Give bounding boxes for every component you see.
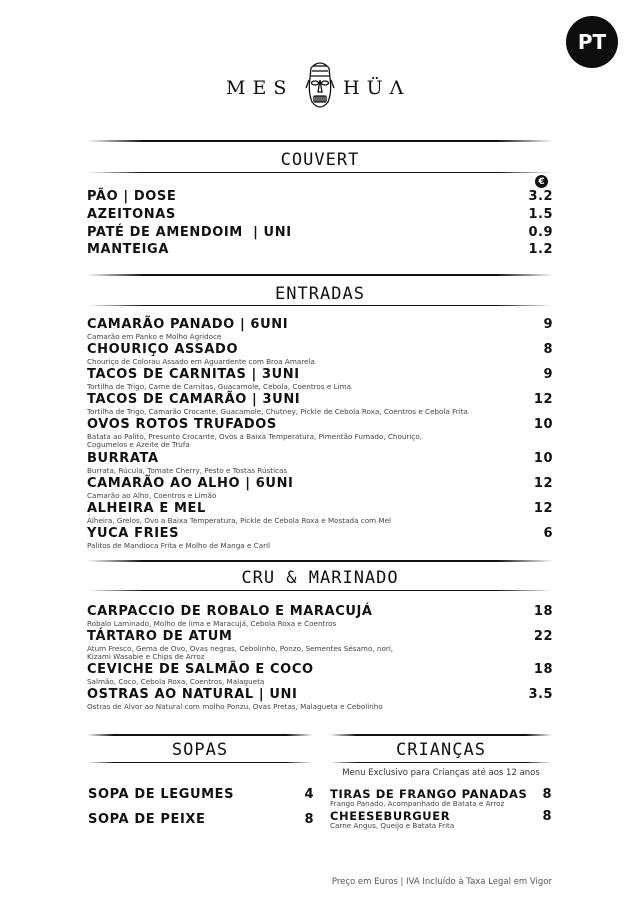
item-price: 8 [543, 342, 553, 357]
menu-item [330, 810, 552, 830]
item-name: OSTRAS AO NATURAL | UNI [87, 687, 298, 702]
item-name: TIRAS DE FRANGO PANADAS [330, 787, 528, 801]
item-name: ALHEIRA E MEL [87, 501, 206, 516]
divider [87, 560, 553, 562]
item-name: BURRATA [87, 451, 159, 466]
item-description: Kizami Wasabie e Chips de Arroz [87, 652, 205, 661]
item-name: CEVICHE DE SALMÃO E COCO [87, 662, 314, 677]
menu-item [87, 226, 553, 240]
item-price: 9 [543, 317, 553, 332]
item-name: CHOURIÇO ASSADO [87, 342, 239, 357]
item-price: 1.5 [528, 207, 553, 222]
item-description: Batata ao Palito, Presunto Crocante, Ovos a Baixa Temperatura, Pimentão Fumado, Chouriço, [87, 432, 423, 441]
menu-item [87, 477, 553, 500]
item-price: 22 [533, 629, 553, 644]
menu-item [87, 630, 553, 661]
section-title-criancas: CRIANÇAS [396, 740, 486, 760]
tribal-mask-icon [303, 58, 337, 114]
item-description: Frango Panado, Acompanhado de Batata e Arroz [330, 799, 505, 808]
item-name: OVOS ROTOS TRUFADOS [87, 417, 277, 432]
menu-item [87, 418, 553, 449]
item-name: TACOS DE CARNITAS | 3UNI [87, 367, 300, 382]
item-description: Cogumelos e Azeite de Trufa [87, 440, 190, 449]
item-price: 12 [533, 501, 553, 516]
kids-menu-note: Menu Exclusivo para Crianças até aos 12 anos [342, 768, 540, 778]
item-price: 0.9 [528, 225, 553, 240]
item-description: Ostras de Alvor ao Natural com molho Ponzu, Ovas Pretas, Malagueta e Cebolinho [87, 702, 383, 711]
item-description: Tortilha de Trigo, Carne de Carnitas, Guacamole, Cebola, Coentros e Lima [87, 382, 351, 391]
item-name: TACOS DE CAMARÃO | 3UNI [87, 392, 301, 407]
item-name: PÃO | DOSE [87, 189, 177, 204]
brand-name-left: MES [226, 77, 294, 99]
menu-item [87, 208, 553, 222]
item-price: 3.2 [528, 189, 553, 204]
item-name: CAMARÃO PANADO | 6UNI [87, 317, 289, 332]
item-price: 18 [533, 604, 553, 619]
brand-name-right: HÜΛ [343, 77, 411, 99]
item-price: 18 [533, 662, 553, 677]
menu-item [88, 813, 314, 827]
item-price: 10 [533, 451, 553, 466]
item-description: Camarão em Panko e Molho Agridoce [87, 332, 222, 341]
section-title-couvert: COUVERT [280, 150, 360, 170]
menu-item [87, 343, 553, 366]
divider [87, 762, 313, 763]
item-name: CAMARÃO AO ALHO | 6UNI [87, 476, 294, 491]
section-title-entradas: ENTRADAS [275, 284, 365, 304]
item-description: Burrata, Rúcula, Tomate Cherry, Pesto e Tostas Rústicas [87, 466, 288, 475]
menu-item [330, 788, 552, 808]
item-name: PATÉ DE AMENDOIM | UNI [87, 225, 292, 240]
menu-item [87, 243, 553, 257]
divider [87, 734, 313, 736]
item-price: 8 [304, 812, 314, 827]
divider [87, 590, 553, 591]
item-price: 8 [542, 809, 552, 824]
price-footnote: Preço em Euros | IVA Incluído à Taxa Legal em Vigor [331, 877, 552, 887]
divider [330, 734, 552, 736]
menu-item [88, 788, 314, 802]
item-name: AZEITONAS [87, 207, 176, 222]
item-description: Alheira, Grelos, Ovo a Baixa Temperatura, Pickle de Cebola Roxa e Mostada com Mel [87, 516, 392, 525]
divider [87, 305, 553, 306]
menu-item [87, 190, 553, 204]
item-name: YUCA FRIES [87, 526, 180, 541]
item-description: Palitos de Mandioca Frita e Molho de Manga e Caril [87, 541, 271, 550]
menu-item [87, 368, 553, 391]
item-name: CHEESEBURGUER [330, 809, 451, 823]
menu-item [87, 318, 553, 341]
item-price: 1.2 [528, 242, 553, 257]
menu-item [87, 527, 553, 550]
menu-item [87, 688, 553, 711]
item-description: Atum Fresco, Gema de Ovo, Ovas negras, Cebolinho, Ponzo, Sementes Sésamo, nori, [87, 644, 394, 653]
item-name: SOPA DE LEGUMES [88, 787, 235, 802]
brand-logo [0, 56, 640, 116]
menu-item [87, 663, 553, 686]
menu-item [87, 605, 553, 628]
item-price: 9 [543, 367, 553, 382]
item-price: 8 [542, 787, 552, 802]
item-name: MANTEIGA [87, 242, 169, 257]
item-price: 3.5 [528, 687, 553, 702]
item-description: Carne Angus, Queijo e Batata Frita [330, 821, 455, 830]
menu-item [87, 452, 553, 475]
item-price: 12 [533, 476, 553, 491]
item-description: Camarão ao Alho, Coentros e Limão [87, 491, 217, 500]
item-price: 12 [533, 392, 553, 407]
item-name: TÁRTARO DE ATUM [87, 629, 233, 644]
divider [87, 172, 553, 173]
item-price: 6 [543, 526, 553, 541]
menu-item [87, 393, 553, 416]
section-title-cru-marinado: CRU & MARINADO [241, 568, 399, 588]
section-title-sopas: SOPAS [171, 740, 229, 760]
menu-item [87, 502, 553, 525]
divider [330, 762, 552, 763]
item-price: 10 [533, 417, 553, 432]
item-price: 4 [304, 787, 314, 802]
euro-icon: € [535, 175, 548, 188]
language-toggle-button[interactable]: PT [566, 16, 618, 68]
item-name: SOPA DE PEIXE [88, 812, 206, 827]
divider [87, 140, 553, 142]
item-name: CARPACCIO DE ROBALO E MARACUJÁ [87, 604, 373, 619]
item-description: Chouriço de Colorau Assado em Aguardente com Broa Amarela [87, 357, 315, 366]
item-description: Robalo Laminado, Molho de lima e Maracujá, Cebola Roxa e Coentros [87, 619, 337, 628]
item-description: Tortilha de Trigo, Camarão Crocante, Guacamole, Chutney, Pickle de Cebola Roxa, Coentros e Cebola Frita [87, 407, 468, 416]
divider [87, 274, 553, 276]
item-description: Salmão, Coco, Cebola Roxa, Coentros, Malagueta [87, 677, 265, 686]
